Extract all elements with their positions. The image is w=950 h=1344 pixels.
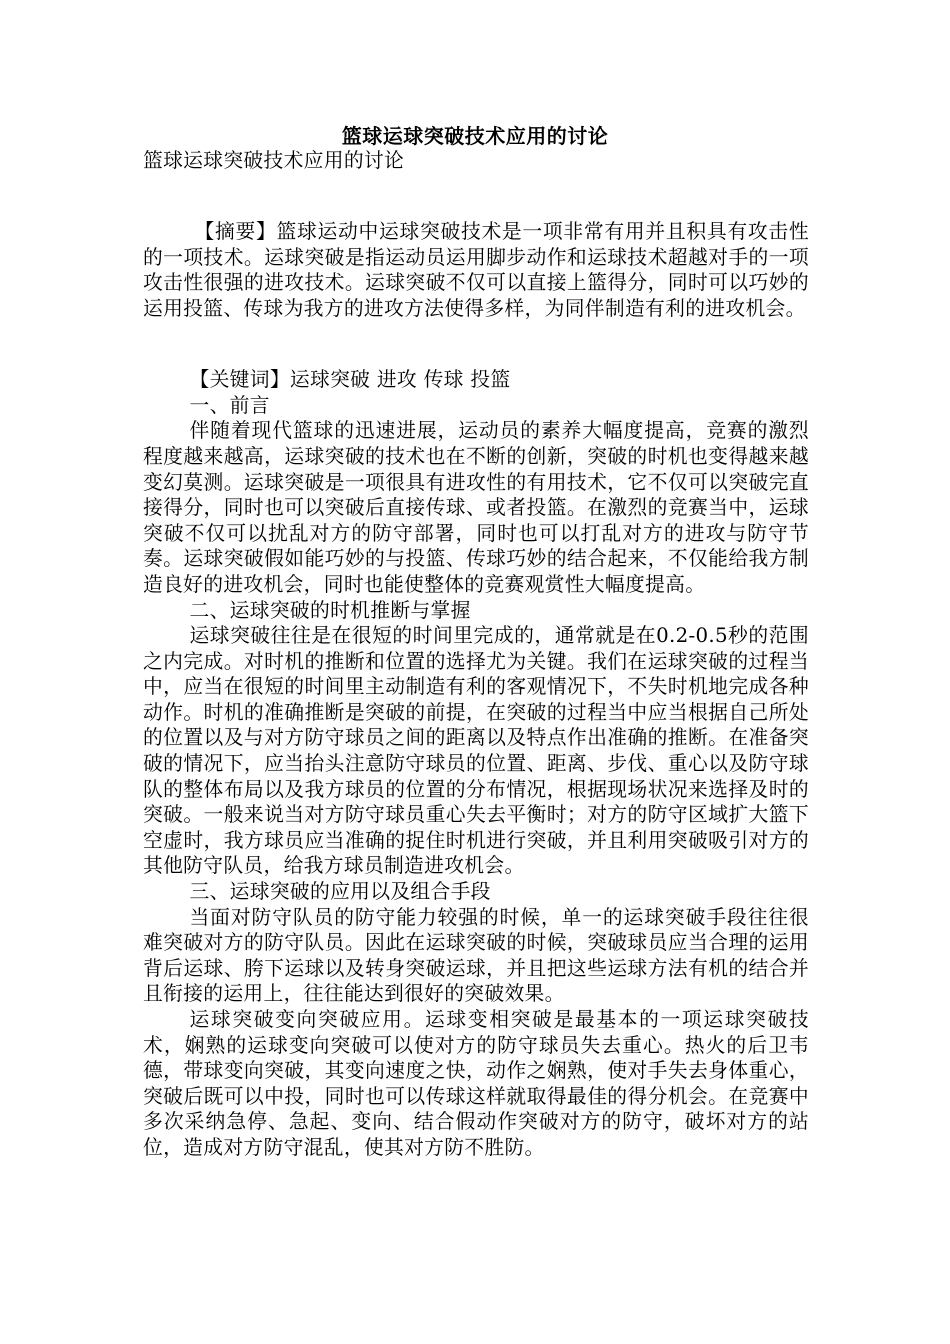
body-paragraph: 伴随着现代篮球的迅速进展，运动员的素养大幅度提高，竞赛的激烈程度越来越高，运球突破的技术也在不断的创新，突破的时机也变得越来越变幻莫测。运球突破是一项很具有进攻性的有用技术，它不仅可以突破完直接得分，同时也可以突破后直接传球、或者投篮。在激烈的竞赛当中，运球突破不仅可以扰乱对方的防守部署，同时也可以打乱对方的进攻与防守节奏。运球突破假如能巧妙的与投篮、传球巧妙的结合起来，不仅能给我方制造良好的进攻机会，同时也能使整体的竞赛观赏性大幅度提高。 (143, 419, 809, 596)
spacer (143, 347, 809, 367)
section-heading: 三、运球突破的应用以及组合手段 (189, 880, 491, 904)
abstract-paragraph: 【摘要】篮球运动中运球突破技术是一项非常有用并且积具有攻击性的一项技术。运球突破是指运动员运用脚步动作和运球技术超越对手的一项攻击性很强的进攻技术。运球突破不仅可以直接上篮得分，同时可以巧妙的运用投篮、传球为我方的进攻方法使得多样，为同伴制造有利的进攻机会。 (143, 220, 809, 320)
spacer (143, 174, 809, 200)
body-paragraph: 当面对防守队员的防守能力较强的时候，单一的运球突破手段往往很难突破对方的防守队员。因此在运球突破的时候，突破球员应当合理的运用背后运球、胯下运球以及转身突破运球，并且把这些运球方法有机的结合并且衔接的运用上，往往能达到很好的突破效果。 (143, 905, 809, 1006)
section-heading: 二、运球突破的时机推断与掌握 (189, 598, 471, 622)
spacer (143, 322, 809, 348)
body-paragraph: 运球突破变向突破应用。运球变相突破是最基本的一项运球突破技术，娴熟的运球变向突破可以使对方的防守球员失去重心。热火的后卫韦德，带球变向突破，其变向速度之快，动作之娴熟，使对手失去身体重心，突破后既可以中投，同时也可以传球这样就取得最佳的得分机会。在竞赛中多次采纳急停、急起、变向、结合假动作突破对方的防守，破坏对方的站位，造成对方防守混乱，使其对方防不胜防。 (143, 1008, 809, 1159)
section-heading: 一、前言 (189, 393, 270, 417)
document-title: 篮球运球突破技术应用的讨论 (341, 124, 609, 148)
body-paragraph: 运球突破往往是在很短的时间里完成的，通常就是在0.2-0.5秒的范围之内完成。对时机的推断和位置的选择尤为关键。我们在运球突破的过程当中，应当在很短的时间里主动制造有利的客观情况下，不失时机地完成各种动作。时机的准确推断是突破的前提，在突破的过程当中应当根据自己所处的位置以及与对方防守球员之间的距离以及特点作出准确的推断。在准备突破的情况下，应当抬头注意防守球员的位置、距离、步伐、重心以及防守球队的整体布局以及我方球员的位置的分布情况，根据现场状况来选择及时的突破。一般来说当对方防守球员重心失去平衡时；对方的防守区域扩大篮下空虚时，我方球员应当准确的捉住时机进行突破，并且利用突破吸引对方的其他防守队员，给我方球员制造进攻机会。 (143, 624, 809, 878)
document-body (143, 148, 809, 1161)
spacer (143, 199, 809, 219)
document-subtitle: 篮球运球突破技术应用的讨论 (143, 149, 405, 172)
keywords-line: 【关键词】运球突破 进攻 传球 投篮 (189, 368, 511, 392)
